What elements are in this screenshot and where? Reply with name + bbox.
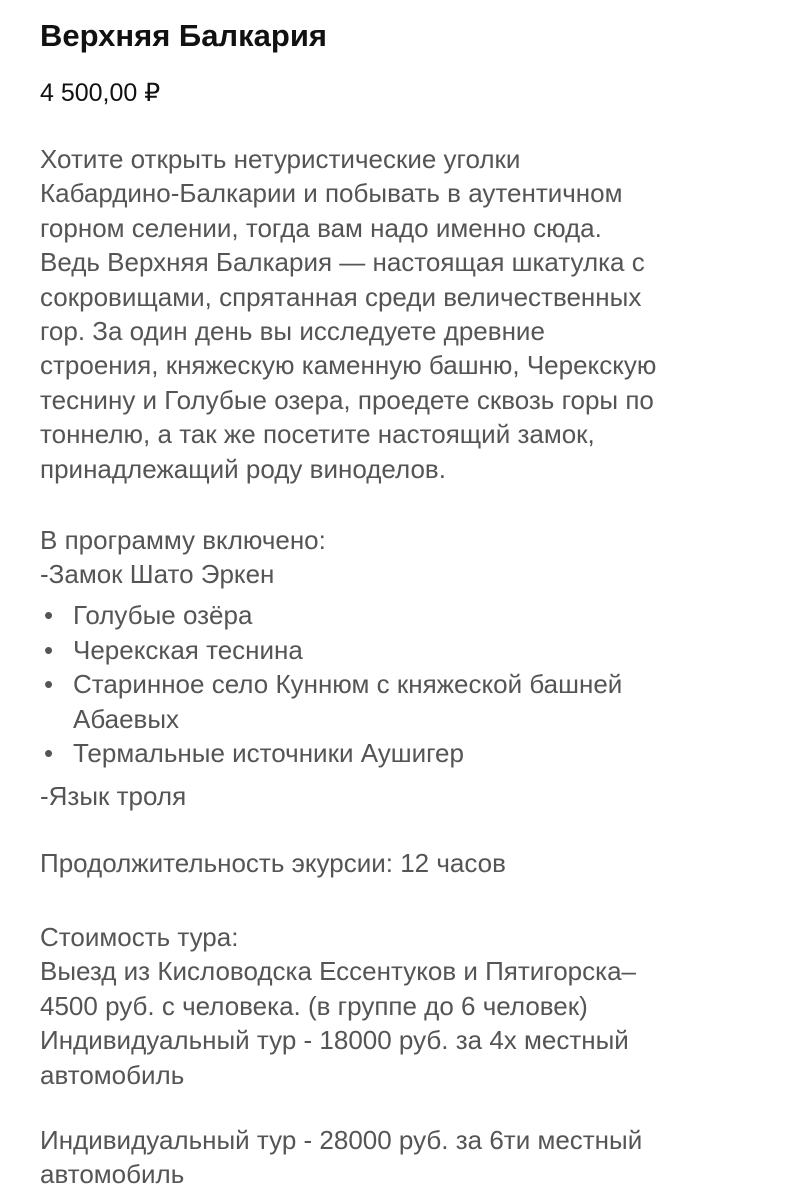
cost-line: Стоимость тура: <box>40 922 239 952</box>
program-heading: В программу включено: <box>40 525 326 555</box>
bullet-item <box>40 598 622 633</box>
bullet-text: Термальные источники Аушигер <box>73 738 464 768</box>
bullet-icon: • <box>44 634 54 665</box>
bullet-icon: • <box>44 669 54 699</box>
description-line: теснину и Голубые озера, проедете сквозь горы по <box>40 384 654 415</box>
duration-text: Продолжительность экурсии: 12 часов <box>40 848 506 878</box>
bullet-text: Абаевых <box>73 703 180 734</box>
bullet-item <box>40 736 622 771</box>
cost-line: Индивидуальный тур - 18000 руб. за 4х местный <box>40 1025 629 1056</box>
cost-line: 4500 руб. с человека. (в группе до 6 человек) <box>40 990 588 1021</box>
bullet-item <box>40 633 622 668</box>
bullet-text: Голубые озёра <box>73 600 253 630</box>
product-title: Верхняя Балкария <box>40 18 327 53</box>
program-item: -Замок Шато Эркен <box>40 559 275 590</box>
cost-line: автомобиль <box>40 1159 185 1190</box>
description-line: сокровищами, спрятанная среди величественных <box>40 281 642 312</box>
bullet-item <box>40 667 622 702</box>
cost-line: автомобиль <box>40 1059 185 1090</box>
cost-line: Выезд из Кисловодска Ессентуков и Пятигорска– <box>40 956 637 987</box>
cost-line: Индивидуальный тур - 28000 руб. за 6ти местный <box>40 1125 643 1155</box>
cost-extra <box>40 1123 642 1192</box>
program-bullet-list <box>40 598 622 771</box>
program-item: -Язык троля <box>40 781 187 811</box>
program-last <box>40 779 186 813</box>
description-line: принадлежащий роду виноделов. <box>40 453 446 484</box>
description-line: Хотите открыть нетуристические уголки <box>40 144 521 174</box>
product-description <box>40 142 656 486</box>
product-price: 4 500,00 ₽ <box>40 79 161 107</box>
description-line: Кабардино-Балкарии и побывать в аутентичном <box>40 178 623 209</box>
description-line: горном селении, тогда вам надо именно сюда. <box>40 212 602 243</box>
cost-section <box>40 920 636 1092</box>
duration <box>40 846 506 880</box>
bullet-icon: • <box>44 738 54 768</box>
description-line: Ведь Верхняя Балкария — настоящая шкатулка с <box>40 247 645 278</box>
description-line: тоннелю, а так же посетите настоящий замок, <box>40 419 595 450</box>
bullet-icon: • <box>44 600 54 630</box>
description-line: строения, княжескую каменную башню, Черекскую <box>40 350 657 381</box>
bullet-text: Черекская теснина <box>73 634 303 665</box>
bullet-item-continuation <box>40 702 622 737</box>
description-line: гор. За один день вы исследуете древние <box>40 315 545 346</box>
program-section <box>40 523 326 592</box>
bullet-text: Старинное село Куннюм с княжеской башней <box>73 669 623 699</box>
